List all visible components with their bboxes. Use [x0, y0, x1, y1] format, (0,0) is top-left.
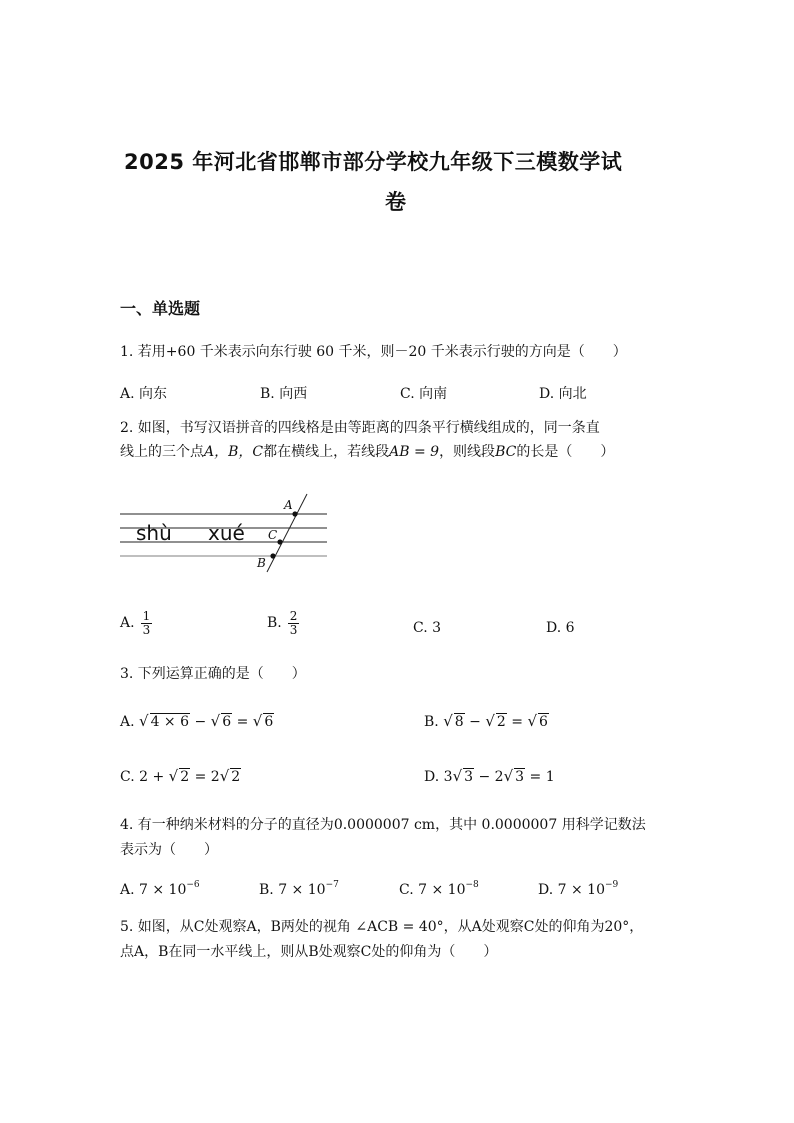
question-5-stem-line1: 5. 如图，从C处观察A，B两处的视角 ∠ACB = 40°，从A处观察C处的仰角为20°， — [120, 919, 644, 935]
q2-b-fraction — [288, 610, 300, 636]
q4-diameter: 0.0000007 cm — [333, 817, 436, 833]
question-2-option-c[interactable]: C. 3 — [413, 620, 442, 636]
question-2-stem-line1: 2. 如图，书写汉语拼音的四线格是由等距离的四条平行横线组成的，同一条直 — [120, 420, 600, 436]
question-4-option-c[interactable] — [399, 880, 479, 898]
q2-a-label: A. — [120, 615, 135, 632]
q3-b-expression: √ 8 − √ 2 = √ 6 — [443, 712, 548, 730]
pinyin-shu: shù — [136, 521, 172, 545]
q4-c-base: 7 × 10 — [418, 882, 466, 898]
question-3-option-a[interactable] — [120, 712, 274, 730]
q4-text-a: 4. 有一种纳米材料的分子的直径为 — [120, 817, 334, 833]
question-4-option-d[interactable] — [538, 880, 618, 898]
q2-b-label: B. — [267, 615, 282, 632]
q4-a-base: 7 × 10 — [139, 882, 187, 898]
q3-c-label: C. — [120, 769, 135, 785]
q4-b-exponent: −7 — [325, 880, 339, 890]
section-heading-single-choice: 一、单选题 — [120, 299, 201, 318]
document-title-line2: 卷 — [385, 190, 407, 214]
q4-text-c: ，其中 0.0000007 用科学记数法 — [435, 817, 646, 833]
label-point-c: C — [268, 528, 278, 542]
q2-b-den: 3 — [289, 622, 298, 637]
q2-a-den: 3 — [142, 622, 151, 637]
question-2-figure — [118, 490, 333, 575]
q2-ab-equation: AB = 9 — [389, 444, 440, 460]
q3-a-label: A. — [120, 714, 135, 730]
q4-d-base: 7 × 10 — [557, 882, 605, 898]
q2-text-e: ，则线段 — [439, 444, 496, 460]
q3-b-label: B. — [424, 714, 439, 730]
q4-a-exponent: −6 — [186, 880, 200, 890]
question-3-stem: 3. 下列运算正确的是（ ） — [120, 666, 306, 682]
q3-d-label: D. — [424, 769, 440, 785]
question-5-stem-line2: 点A，B在同一水平线上，则从B处观察C处的仰角为（ ） — [120, 944, 498, 960]
q2-a-fraction — [141, 610, 153, 636]
q2-text-a: 线上的三个点 — [120, 444, 204, 460]
q4-d-label: D. — [538, 882, 554, 898]
q2-text-c: 都在横线上，若线段 — [263, 444, 390, 460]
q4-b-label: B. — [259, 882, 274, 898]
pinyin-xue: xué — [208, 521, 245, 545]
question-2-stem-line2 — [120, 445, 614, 459]
question-1-option-b[interactable]: B. 向西 — [260, 386, 308, 402]
question-3-option-b[interactable] — [424, 712, 549, 730]
question-2-option-a[interactable] — [120, 610, 152, 636]
q2-a-num: 1 — [142, 609, 151, 623]
question-2-option-d[interactable]: D. 6 — [546, 620, 575, 636]
question-4-stem-line1 — [120, 818, 646, 832]
q2-points: A，B，C — [204, 444, 264, 460]
label-point-b: B — [257, 556, 266, 570]
question-1-option-c[interactable]: C. 向南 — [400, 386, 448, 402]
q4-c-label: C. — [399, 882, 414, 898]
question-1-stem: 1. 若用+60 千米表示向东行驶 60 千米，则－20 千米表示行驶的方向是（ ） — [120, 344, 627, 360]
q4-d-exponent: −9 — [605, 880, 619, 890]
q4-a-label: A. — [120, 882, 135, 898]
question-4-option-a[interactable] — [120, 880, 200, 898]
question-4-option-b[interactable] — [259, 880, 339, 898]
question-2-option-b[interactable] — [267, 610, 299, 636]
q2-text-g: 的长是（ ） — [516, 444, 615, 460]
question-1-option-a[interactable]: A. 向东 — [120, 386, 168, 402]
document-title-line1: 2025 年河北省邯郸市部分学校九年级下三模数学试 — [124, 150, 623, 174]
question-4-stem-line2: 表示为（ ） — [120, 842, 218, 858]
q3-d-expression: 3√ 3 − 2√ 3 = 1 — [443, 767, 555, 785]
q3-a-expression: √ 4 × 6 − √ 6 = √ 6 — [139, 712, 274, 730]
q4-c-exponent: −8 — [465, 880, 479, 890]
q2-b-num: 2 — [289, 609, 298, 623]
question-3-option-c[interactable] — [120, 767, 241, 785]
question-1-option-d[interactable]: D. 向北 — [539, 386, 587, 402]
q3-c-expression: 2 + √ 2 = 2√ 2 — [139, 767, 241, 785]
q2-bc: BC — [495, 444, 517, 460]
q4-b-base: 7 × 10 — [278, 882, 326, 898]
question-3-option-d[interactable] — [424, 767, 555, 785]
label-point-a: A — [284, 498, 293, 512]
